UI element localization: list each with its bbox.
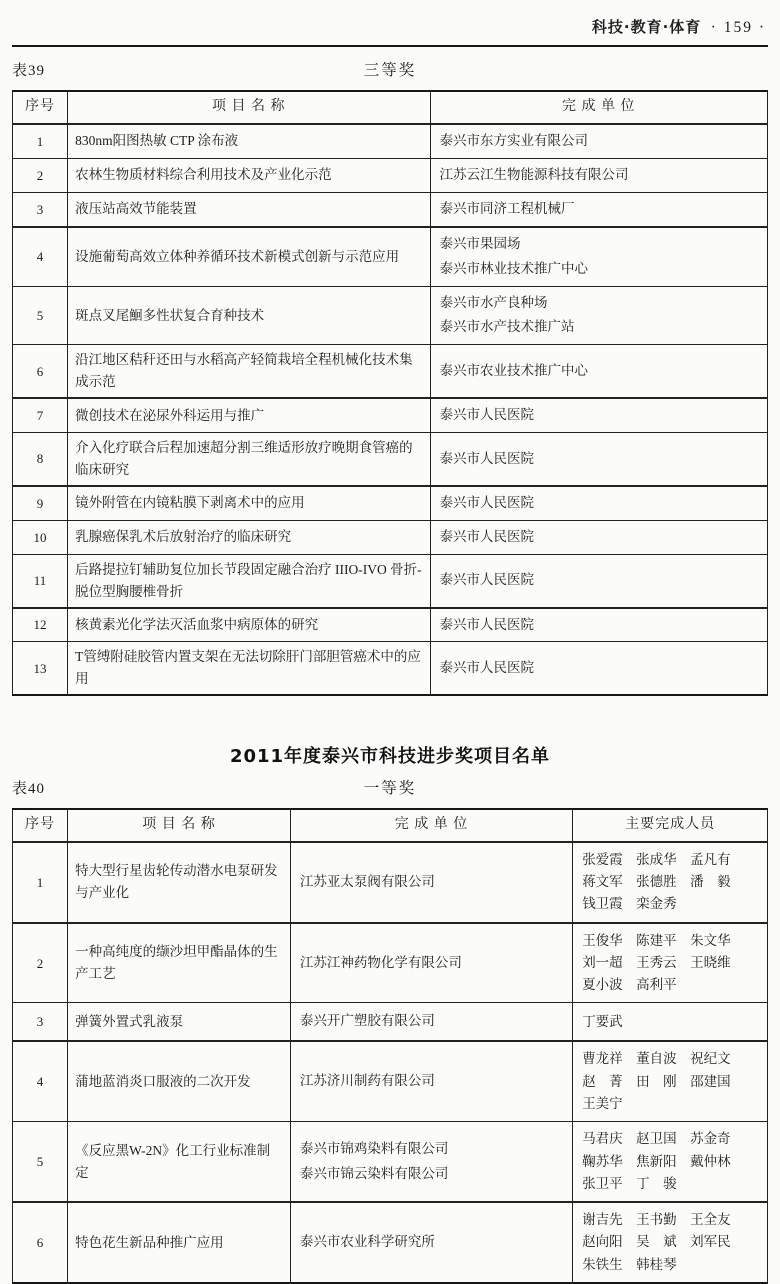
project-name: 核黄素光化学法灭活血浆中病原体的研究	[68, 608, 430, 642]
table-row	[13, 398, 768, 432]
column-header-project: 项 目 名 称	[68, 91, 430, 124]
unit-line: 泰兴市农业科学研究所	[299, 1233, 435, 1249]
row-number: 3	[13, 1003, 68, 1041]
project-name: 弹簧外置式乳液泵	[68, 1003, 291, 1041]
column-header-people: 主要完成人员	[573, 809, 768, 842]
unit-line: 泰兴市人民医院	[439, 616, 534, 632]
table-row	[13, 1003, 768, 1041]
first-prize-table	[12, 808, 768, 1284]
people-line: 朱铁生 韩桂琴	[582, 1256, 677, 1272]
project-name: 农林生物质材料综合利用技术及产业化示范	[68, 158, 430, 192]
project-name: 斑点叉尾鮰多性状复合育种技术	[68, 286, 430, 345]
people-line: 丁要武	[582, 1013, 623, 1029]
completing-unit	[430, 227, 768, 286]
table-header-row	[13, 91, 768, 124]
people-line: 赵 菁 田 刚 邵建国	[582, 1073, 731, 1089]
table-row	[13, 842, 768, 923]
table-row	[13, 1202, 768, 1283]
people-line: 王俊华 陈建平 朱文华	[582, 932, 731, 948]
table-row	[13, 158, 768, 192]
unit-line: 泰兴开广塑胶有限公司	[299, 1013, 435, 1029]
project-name: 830nm阳图热敏 CTP 涂布液	[68, 124, 430, 158]
row-number: 2	[13, 158, 68, 192]
unit-line: 泰兴市水产良种场	[439, 294, 548, 310]
table-row	[13, 286, 768, 345]
table40-award-title: 一等奖	[363, 780, 417, 798]
people-line: 曹龙祥 董自波 祝纪文	[582, 1051, 731, 1067]
table-header-row	[13, 809, 768, 842]
row-number: 2	[13, 923, 68, 1003]
section-title: 2011年度泰兴市科技进步奖项目名单	[229, 746, 551, 768]
column-header-project: 项 目 名 称	[68, 809, 291, 842]
table-row	[13, 192, 768, 226]
table39-label: 表39	[12, 63, 46, 79]
page-number: · 159 ·	[710, 19, 766, 36]
row-number: 3	[13, 192, 68, 226]
project-name: 《反应黑W-2N》化工行业标准制定	[68, 1122, 291, 1202]
table-row	[13, 433, 768, 486]
third-prize-table	[12, 90, 768, 696]
row-number: 5	[13, 286, 68, 345]
completing-unit	[290, 1041, 572, 1121]
table-row	[13, 1041, 768, 1121]
unit-line: 泰兴市同济工程机械厂	[439, 200, 575, 216]
completing-unit	[430, 642, 768, 695]
column-header-no: 序号	[13, 91, 68, 124]
row-number: 1	[13, 124, 68, 158]
people-line: 马君庆 赵卫国 苏金奇	[582, 1131, 731, 1147]
project-name: 特大型行星齿轮传动潜水电泵研发与产业化	[68, 842, 291, 923]
table-row	[13, 486, 768, 520]
table-row	[13, 124, 768, 158]
main-contributors	[573, 842, 768, 923]
table-row	[13, 554, 768, 607]
main-contributors	[573, 923, 768, 1003]
completing-unit	[430, 608, 768, 642]
project-name: 一种高纯度的缬沙坦甲酯晶体的生产工艺	[68, 923, 291, 1003]
people-line: 钱卫霞 栾金秀	[582, 896, 677, 912]
people-line: 张爱霞 张成华 孟凡有	[582, 851, 731, 867]
unit-line: 泰兴市人民医院	[439, 659, 534, 675]
completing-unit	[430, 124, 768, 158]
people-line: 赵向阳 吴 斌 刘军民	[582, 1234, 731, 1250]
unit-line: 江苏江神药物化学有限公司	[299, 954, 462, 970]
unit-line: 江苏济川制药有限公司	[299, 1073, 435, 1089]
column-header-unit: 完 成 单 位	[430, 91, 768, 124]
project-name: 设施葡萄高效立体种养循环技术新模式创新与示范应用	[68, 227, 430, 286]
completing-unit	[430, 192, 768, 226]
completing-unit	[430, 158, 768, 192]
people-line: 夏小波 高利平	[582, 977, 677, 993]
completing-unit	[430, 345, 768, 398]
table39-caption	[12, 60, 768, 82]
table39-award-title: 三等奖	[363, 62, 417, 79]
unit-line: 泰兴市水产技术推广站	[439, 319, 575, 335]
completing-unit	[430, 433, 768, 486]
unit-line: 泰兴市锦鸡染料有限公司	[299, 1140, 449, 1156]
people-line: 张卫平 丁 骏	[582, 1175, 677, 1191]
main-contributors	[573, 1041, 768, 1121]
unit-line: 泰兴市东方实业有限公司	[439, 132, 588, 148]
main-contributors	[573, 1122, 768, 1202]
people-line: 谢吉先 王书勤 王全友	[582, 1212, 731, 1228]
unit-line: 泰兴市果园场	[439, 235, 521, 251]
unit-line: 江苏亚太泵阀有限公司	[299, 873, 435, 889]
unit-line: 泰兴市人民医院	[439, 528, 534, 544]
table-row	[13, 345, 768, 398]
unit-line: 泰兴市人民医院	[439, 494, 534, 510]
row-number: 12	[13, 608, 68, 642]
completing-unit	[290, 842, 572, 923]
project-name: 微创技术在泌尿外科运用与推广	[68, 398, 430, 432]
running-head-section: 科技·教育·体育	[591, 18, 702, 36]
table-row	[13, 227, 768, 286]
row-number: 4	[13, 227, 68, 286]
project-name: 后路提拉钉辅助复位加长节段固定融合治疗 IIIO-IVO 骨折-脱位型胸腰椎骨折	[68, 554, 430, 607]
document-page	[12, 0, 768, 1284]
project-name: 沿江地区秸秆还田与水稻高产轻简栽培全程机械化技术集成示范	[68, 345, 430, 398]
table39-body	[13, 124, 768, 696]
completing-unit	[290, 923, 572, 1003]
completing-unit	[430, 486, 768, 520]
completing-unit	[430, 520, 768, 554]
row-number: 6	[13, 345, 68, 398]
table-row	[13, 520, 768, 554]
completing-unit	[430, 286, 768, 345]
header-rule	[12, 45, 768, 47]
table-row	[13, 923, 768, 1003]
completing-unit	[290, 1122, 572, 1202]
running-head	[12, 14, 768, 40]
unit-line: 泰兴市农业技术推广中心	[439, 362, 588, 378]
row-number: 4	[13, 1041, 68, 1121]
project-name: 镜外附管在内镜粘膜下剥离术中的应用	[68, 486, 430, 520]
project-name: T管缚附硅胶管内置支架在无法切除肝门部胆管癌术中的应用	[68, 642, 430, 695]
completing-unit	[430, 554, 768, 607]
table40-label: 表40	[12, 781, 46, 798]
row-number: 9	[13, 486, 68, 520]
row-number: 6	[13, 1202, 68, 1283]
row-number: 5	[13, 1122, 68, 1202]
table40-caption	[12, 778, 768, 800]
project-name: 介入化疗联合后程加速超分割三维适形放疗晚期食管癌的临床研究	[68, 433, 430, 486]
completing-unit	[430, 398, 768, 432]
project-name: 乳腺癌保乳术后放射治疗的临床研究	[68, 520, 430, 554]
people-line: 蒋文军 张德胜 潘 毅	[582, 874, 731, 890]
unit-line: 泰兴市人民医院	[439, 572, 534, 588]
row-number: 8	[13, 433, 68, 486]
project-name: 蒲地蓝消炎口服液的二次开发	[68, 1041, 291, 1121]
table-row	[13, 642, 768, 695]
row-number: 1	[13, 842, 68, 923]
row-number: 11	[13, 554, 68, 607]
people-line: 鞠苏华 焦新阳 戴仲林	[582, 1153, 731, 1169]
column-header-unit: 完 成 单 位	[290, 809, 572, 842]
unit-line: 江苏云江生物能源科技有限公司	[439, 166, 629, 182]
row-number: 10	[13, 520, 68, 554]
main-contributors	[573, 1202, 768, 1283]
row-number: 13	[13, 642, 68, 695]
people-line: 王美宁	[582, 1095, 623, 1111]
row-number: 7	[13, 398, 68, 432]
column-header-no: 序号	[13, 809, 68, 842]
table40-body	[13, 842, 768, 1283]
unit-line: 泰兴市林业技术推广中心	[439, 260, 588, 276]
completing-unit	[290, 1202, 572, 1283]
completing-unit	[290, 1003, 572, 1041]
project-name: 液压站高效节能装置	[68, 192, 430, 226]
project-name: 特色花生新品种推广应用	[68, 1202, 291, 1283]
table-row	[13, 608, 768, 642]
table-row	[13, 1122, 768, 1202]
people-line: 刘一超 王秀云 王晓维	[582, 954, 731, 970]
unit-line: 泰兴市人民医院	[439, 450, 534, 466]
unit-line: 泰兴市人民医院	[439, 407, 534, 423]
main-contributors	[573, 1003, 768, 1041]
unit-line: 泰兴市锦云染料有限公司	[299, 1165, 449, 1181]
